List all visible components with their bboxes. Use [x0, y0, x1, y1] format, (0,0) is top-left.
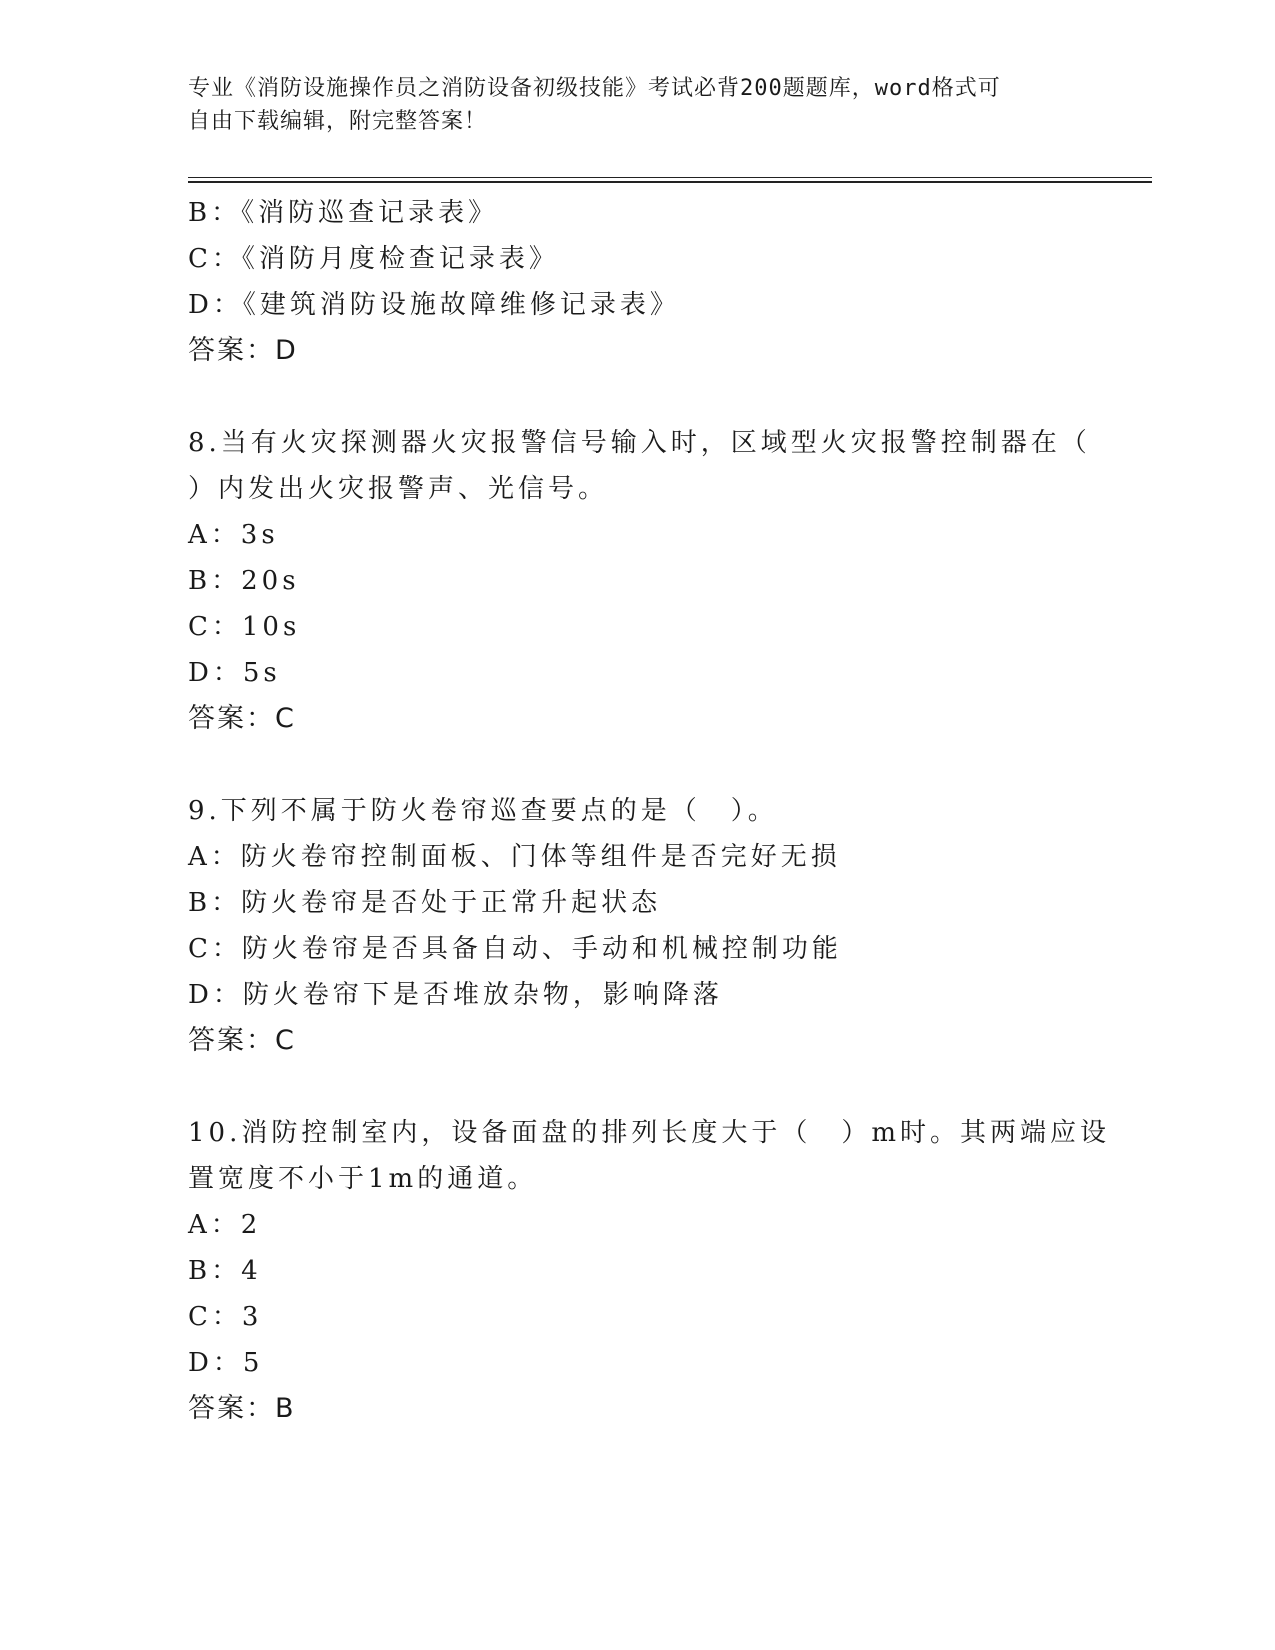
option-b: B：4: [188, 1256, 262, 1286]
answer-label: 答案：D: [188, 335, 298, 366]
header-line-1: 专业《消防设施操作员之消防设备初级技能》考试必背200题题库，word格式可: [188, 76, 1001, 101]
header-divider-thin: [188, 177, 1152, 178]
option-d: D：防火卷帘下是否堆放杂物，影响降落: [188, 980, 723, 1010]
answer-label: 答案：C: [188, 703, 296, 734]
option-c: C：10s: [188, 612, 301, 642]
answer-label: 答案：C: [188, 1025, 296, 1056]
question-content: [188, 190, 1111, 1478]
option-d: D：《建筑消防设施故障维修记录表》: [188, 290, 680, 320]
question-text-line-1: 9.下列不属于防火卷帘巡查要点的是（ ）。: [188, 796, 778, 826]
option-a: A：3s: [188, 520, 279, 550]
question-block-10: [188, 1110, 1111, 1432]
header-line-2: 自由下载编辑，附完整答案！: [188, 109, 488, 134]
option-b: B：防火卷帘是否处于正常升起状态: [188, 888, 662, 918]
option-d: D：5s: [188, 658, 281, 688]
question-text-line-1: 10.消防控制室内，设备面盘的排列长度大于（ ）m时。其两端应设: [188, 1118, 1111, 1148]
question-block-8: [188, 420, 1091, 742]
option-c: C：3: [188, 1302, 263, 1332]
header-divider-thick: [188, 181, 1152, 183]
question-text-line-2: ）内发出火灾报警声、光信号。: [188, 474, 609, 504]
option-b: B：20s: [188, 566, 300, 596]
question-block-9: [188, 788, 1088, 1064]
option-c: C：防火卷帘是否具备自动、手动和机械控制功能: [188, 934, 842, 964]
question-text-line-2: 置宽度不小于1m的通道。: [188, 1164, 538, 1194]
option-b: B：《消防巡查记录表》: [188, 198, 499, 228]
option-d: D：5: [188, 1348, 264, 1378]
question-block-7: [188, 190, 1088, 374]
question-text-line-1: 8.当有火灾探测器火灾报警信号输入时，区域型火灾报警控制器在（: [188, 428, 1091, 458]
option-a: A：防火卷帘控制面板、门体等组件是否完好无损: [188, 842, 841, 872]
answer-label: 答案：B: [188, 1393, 296, 1424]
document-header: [188, 72, 1068, 138]
option-c: C：《消防月度检查记录表》: [188, 244, 559, 274]
option-a: A：2: [188, 1210, 262, 1240]
